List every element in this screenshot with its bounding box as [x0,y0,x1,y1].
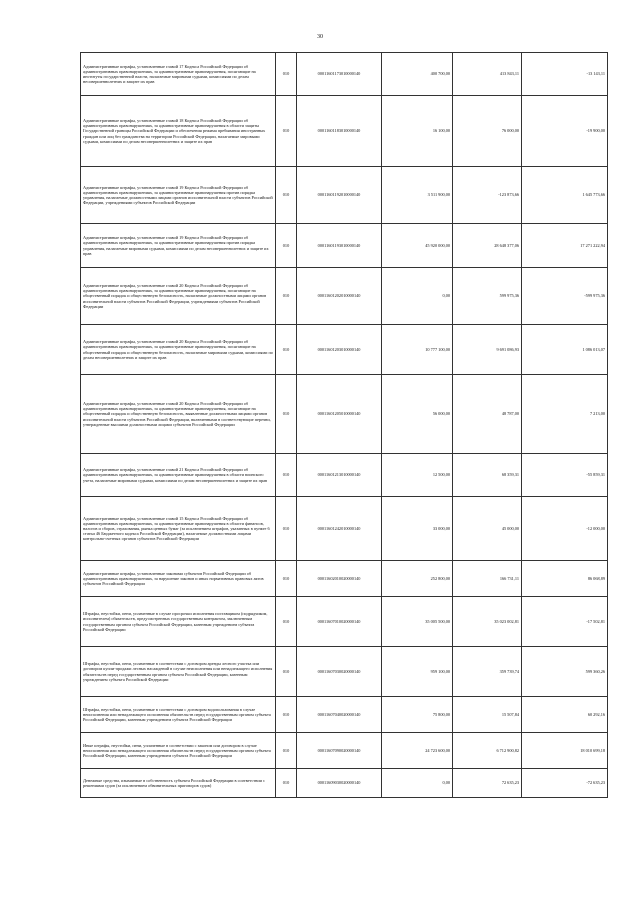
row-name-cell: Административные штрафы, установленные главой 20 Кодекса Российской Федерации об административных правонарушениях, за административные правонарушения, посягающие на общественный порядок и общественную безопасность, выявленные должностными лицами органов исполнительной власти субъектов Российской Федерации, включенными в соответствующие перечни, утвержденные высшими должностными лицами субъектов Российской Федерации [81,375,276,454]
row-code-cell: 010 [276,769,297,798]
row-plan-cell: 35 005 500,00 [382,597,453,647]
row-remaining-cell: 60 292,16 [522,697,608,733]
row-remaining-cell: -17 502,81 [522,597,608,647]
row-executed-cell: 166 731,11 [453,561,522,597]
row-kbk-cell: 00011601202010000140 [297,268,382,325]
row-plan-cell: 959 100,00 [382,647,453,697]
row-name-cell: Денежные средства, изымаемые в собственность субъекта Российской Федерации в соответствии с решениями судов (за исключением обвинительных приговоров судов) [81,769,276,798]
table-row [81,268,608,325]
table-row [81,769,608,798]
row-name-cell: Административные штрафы, установленные главой 21 Кодекса Российской Федерации об административных правонарушениях, за административные правонарушения в области воинского учета, налагаемые мировыми судьями, комиссиями по делам несовершеннолетних и защите их прав [81,454,276,497]
table-row [81,597,608,647]
row-kbk-cell: 00011607040020000140 [297,697,382,733]
row-kbk-cell: 00011607090020000140 [297,733,382,769]
table-row [81,224,608,268]
table-row [81,647,608,697]
table-row [81,733,608,769]
revenue-report-table [80,52,608,798]
row-plan-cell: 12 500,00 [382,454,453,497]
row-name-cell: Штрафы, неустойки, пени, уплаченные в случае просрочки исполнения поставщиком (подрядчиком, исполнителем) обязательств, предусмотренных государственным контрактом, заключенным государственным органом субъекта Российской Федерации, казенным учреждением субъекта Российской Федерации [81,597,276,647]
row-code-cell: 010 [276,697,297,733]
row-plan-cell: 24 723 600,00 [382,733,453,769]
table-row [81,561,608,597]
row-executed-cell: -123 873,66 [453,167,522,224]
table-row [81,96,608,167]
row-name-cell: Административные штрафы, установленные законами субъектов Российской Федерации об административных правонарушениях, за нарушение законов и иных нормативных правовых актов субъектов Российской Федерации [81,561,276,597]
row-name-cell: Административные штрафы, установленные главой 15 Кодекса Российской Федерации об административных правонарушениях, за административные правонарушения в области финансов, налогов и сборов, страхования, рынка ценных бумаг (за исключением штрафов, указанных в пункте 6 статьи 46 Бюджетного кодекса Российской Федерации), налагаемые должностными лицами контрольно-счетных органов субъектов Российской Федерации [81,497,276,561]
row-executed-cell: 413 843,11 [453,53,522,96]
row-executed-cell: 15 507,84 [453,697,522,733]
row-remaining-cell: -13 143,11 [522,53,608,96]
table-row [81,375,608,454]
row-code-cell: 010 [276,53,297,96]
row-plan-cell: 56 000,00 [382,375,453,454]
row-code-cell: 010 [276,375,297,454]
row-code-cell: 010 [276,224,297,268]
row-plan-cell: 0,00 [382,769,453,798]
row-kbk-cell: 00011607030020000140 [297,647,382,697]
row-plan-cell: 75 800,00 [382,697,453,733]
row-executed-cell: 359 739,74 [453,647,522,697]
row-name-cell: Административные штрафы, установленные главой 20 Кодекса Российской Федерации об административных правонарушениях, за административные правонарушения, посягающие на общественный порядок и общественную безопасность, налагаемые должностными лицами органов исполнительной власти субъектов Российской Федерации, учреждениями субъектов Российской Федерации [81,268,276,325]
row-name-cell: Иные штрафы, неустойки, пени, уплаченные в соответствии с законом или договором в случае неисполнения или ненадлежащего исполнения обязательств перед государственным органом субъекта Российской Федерации, казенным учреждением субъекта Российской Федерации [81,733,276,769]
row-executed-cell: 76 000,00 [453,96,522,167]
row-kbk-cell: 00011601192010000140 [297,167,382,224]
row-code-cell: 010 [276,497,297,561]
table-row [81,454,608,497]
row-plan-cell: 400 700,00 [382,53,453,96]
row-executed-cell: 6 712 900,82 [453,733,522,769]
row-code-cell: 010 [276,167,297,224]
row-executed-cell: 48 787,00 [453,375,522,454]
row-remaining-cell: -55 859,31 [522,454,608,497]
table-row [81,497,608,561]
row-kbk-cell: 00011601242010000140 [297,497,382,561]
row-code-cell: 010 [276,597,297,647]
row-plan-cell: 252 800,00 [382,561,453,597]
page-number: 30 [317,34,323,40]
row-code-cell: 010 [276,647,297,697]
row-name-cell: Штрафы, неустойки, пени, уплаченные в соответствии с договором водопользования в случае неисполнения или ненадлежащего исполнения обязательств перед государственным органом субъекта Российской Федерации, казенным учреждением субъекта Российской Федерации [81,697,276,733]
row-executed-cell: 9 691 086,93 [453,325,522,375]
row-kbk-cell: 00011601205010000140 [297,375,382,454]
table-row [81,697,608,733]
row-kbk-cell: 00011607010020000140 [297,597,382,647]
row-name-cell: Штрафы, неустойки, пени, уплаченные в соответствии с договором аренды лесного участка или договором купли-продажи лесных насаждений в случае неисполнения или ненадлежащего исполнения обязательств перед государственным органом субъекта Российской Федерации, казенным учреждением субъекта Российской Федерации [81,647,276,697]
row-name-cell: Административные штрафы, установленные главой 19 Кодекса Российской Федерации об административных правонарушениях, за административные правонарушения против порядка управления, налагаемые мировыми судьями, комиссиями по делам несовершеннолетних и защите их прав [81,224,276,268]
row-plan-cell: 10 777 100,00 [382,325,453,375]
row-kbk-cell: 00011602010020000140 [297,561,382,597]
row-plan-cell: 45 920 000,00 [382,224,453,268]
row-code-cell: 010 [276,325,297,375]
row-kbk-cell: 00011601213010000140 [297,454,382,497]
row-remaining-cell: -19 900,00 [522,96,608,167]
row-remaining-cell: 86 068,89 [522,561,608,597]
row-executed-cell: 72 635,23 [453,769,522,798]
row-remaining-cell: 1 086 013,07 [522,325,608,375]
row-remaining-cell: -72 635,23 [522,769,608,798]
row-plan-cell: 16 100,00 [382,96,453,167]
row-kbk-cell: 00011601173010000140 [297,53,382,96]
row-code-cell: 010 [276,454,297,497]
row-remaining-cell: 7 213,00 [522,375,608,454]
row-executed-cell: 599 975,36 [453,268,522,325]
row-remaining-cell: -599 975,36 [522,268,608,325]
row-plan-cell: 0,00 [382,268,453,325]
row-plan-cell: 3 511 900,00 [382,167,453,224]
row-kbk-cell: 00011601183010000140 [297,96,382,167]
row-remaining-cell: 1 645 773,66 [522,167,608,224]
row-name-cell: Административные штрафы, установленные главой 19 Кодекса Российской Федерации об административных правонарушениях, за административные правонарушения против порядка управления, налагаемые должностными лицами органов исполнительной власти субъектов Российской Федерации, учреждениями субъектов Российской Федерации [81,167,276,224]
row-code-cell: 010 [276,561,297,597]
row-name-cell: Административные штрафы, установленные главой 20 Кодекса Российской Федерации об административных правонарушениях, за административные правонарушения, посягающие на общественный порядок и общественную безопасность, налагаемые мировыми судьями, комиссиями по делам несовершеннолетних и защите их прав [81,325,276,375]
row-kbk-cell: 00011601203010000140 [297,325,382,375]
row-executed-cell: 45 000,00 [453,497,522,561]
table-row [81,167,608,224]
row-code-cell: 010 [276,96,297,167]
row-remaining-cell: 599 360,26 [522,647,608,697]
row-kbk-cell: 00011601193010000140 [297,224,382,268]
row-name-cell: Административные штрафы, установленные главой 17 Кодекса Российской Федерации об административных правонарушениях, за административные правонарушения, посягающие на институты государственной власти, налагаемые мировыми судьями, комиссиями по делам несовершеннолетних и защите их прав [81,53,276,96]
row-remaining-cell: -12 000,00 [522,497,608,561]
table-row [81,325,608,375]
table-row [81,53,608,96]
row-executed-cell: 28 648 377,06 [453,224,522,268]
row-code-cell: 010 [276,268,297,325]
row-kbk-cell: 00011609030020000140 [297,769,382,798]
row-executed-cell: 35 023 002,81 [453,597,522,647]
row-name-cell: Административные штрафы, установленные главой 18 Кодекса Российской Федерации об административных правонарушениях, за административные правонарушения в области защиты Государственной границы Российской Федерации и обеспечения режима пребывания иностранных граждан или лиц без гражданства на территории Российской Федерации, налагаемые мировыми судьями, комиссиями по делам несовершеннолетних и защите их прав [81,96,276,167]
row-remaining-cell: 18 010 699,18 [522,733,608,769]
row-remaining-cell: 17 271 222,94 [522,224,608,268]
row-executed-cell: 68 359,31 [453,454,522,497]
row-plan-cell: 33 000,00 [382,497,453,561]
row-code-cell: 010 [276,733,297,769]
